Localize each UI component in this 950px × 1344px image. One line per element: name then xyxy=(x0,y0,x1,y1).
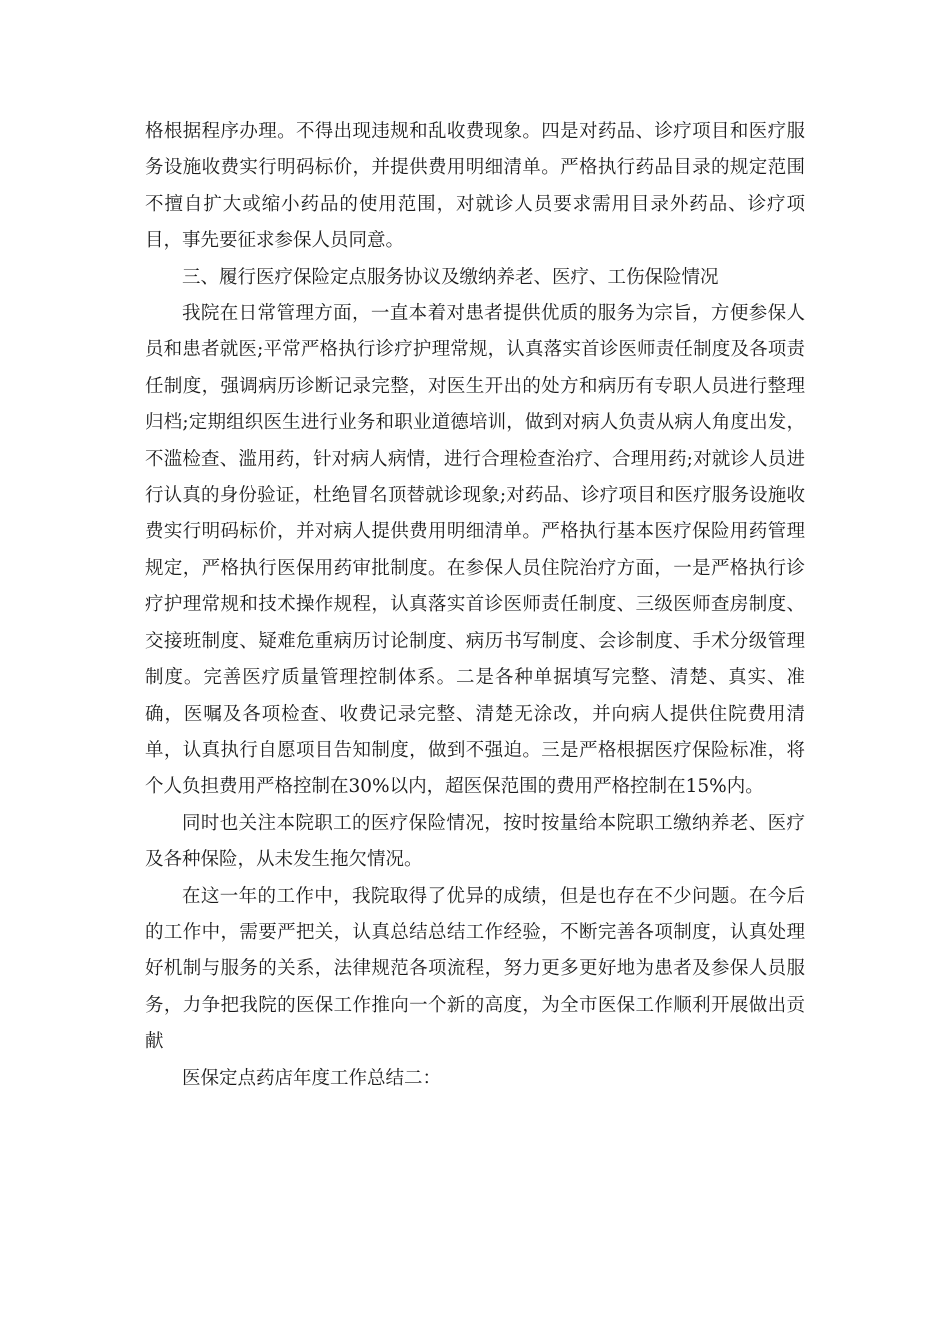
section-heading: 三、履行医疗保险定点服务协议及缴纳养老、医疗、工伤保险情况 xyxy=(182,266,719,288)
next-section-title: 医保定点药店年度工作总结二： xyxy=(182,1067,442,1089)
paragraph-staff-insurance: 同时也关注本院职工的医疗保险情况，按时按量给本院职工缴纳养老、医疗及各种保险，从未发生拖欠情况。 xyxy=(145,812,805,871)
paragraph-daily-management: 我院在日常管理方面，一直本着对患者提供优质的服务为宗旨，方便参保人员和患者就医;平常严格执行诊疗护理常规，认真落实首诊医师责任制度及各项责任制度，强调病历诊断记录完整，对医生开出的处方和病历有专职人员进行整理归档;定期组织医生进行业务和职业道德培训，做到对病人负责从病人角度出发，不滥检查、滥用药，针对病人病情，进行合理检查治疗、合理用药;对就诊人员进行认真的身份验证，杜绝冒名顶替就诊现象;对药品、诊疗项目和医疗服务设施收费实行明码标价，并对病人提供费用明细清单。严格执行基本医疗保险用药管理规定，严格执行医保用药审批制度。在参保人员住院治疗方面，一是严格执行诊疗护理常规和技术操作规程，认真落实首诊医师责任制度、三级医师查房制度、交接班制度、疑难危重病历讨论制度、病历书写制度、会诊制度、手术分级管理制度。完善医疗质量管理控制体系。二是各种单据填写完整、清楚、真实、准确，医嘱及各项检查、收费记录完整、清楚无涂改，并向病人提供住院费用清单，认真执行自愿项目告知制度，做到不强迫。三是严格根据医疗保险标准，将个人负担费用严格控制在30%以内，超医保范围的费用严格控制在15%内。 xyxy=(145,303,805,798)
paragraph-continuation: 格根据程序办理。不得出现违规和乱收费现象。四是对药品、诊疗项目和医疗服务设施收费实行明码标价，并提供费用明细清单。严格执行药品目录的规定范围不擅自扩大或缩小药品的使用范围，对就诊人员要求需用目录外药品、诊疗项目，事先要征求参保人员同意。 xyxy=(145,121,805,252)
document-body xyxy=(145,114,805,1097)
paragraph-conclusion: 在这一年的工作中，我院取得了优异的成绩，但是也存在不少问题。在今后的工作中，需要严把关，认真总结总结工作经验，不断完善各项制度，认真处理好机制与服务的关系，法律规范各项流程，努力更多更好地为患者及参保人员服务，力争把我院的医保工作推向一个新的高度，为全市医保工作顺利开展做出贡献 xyxy=(145,885,805,1053)
